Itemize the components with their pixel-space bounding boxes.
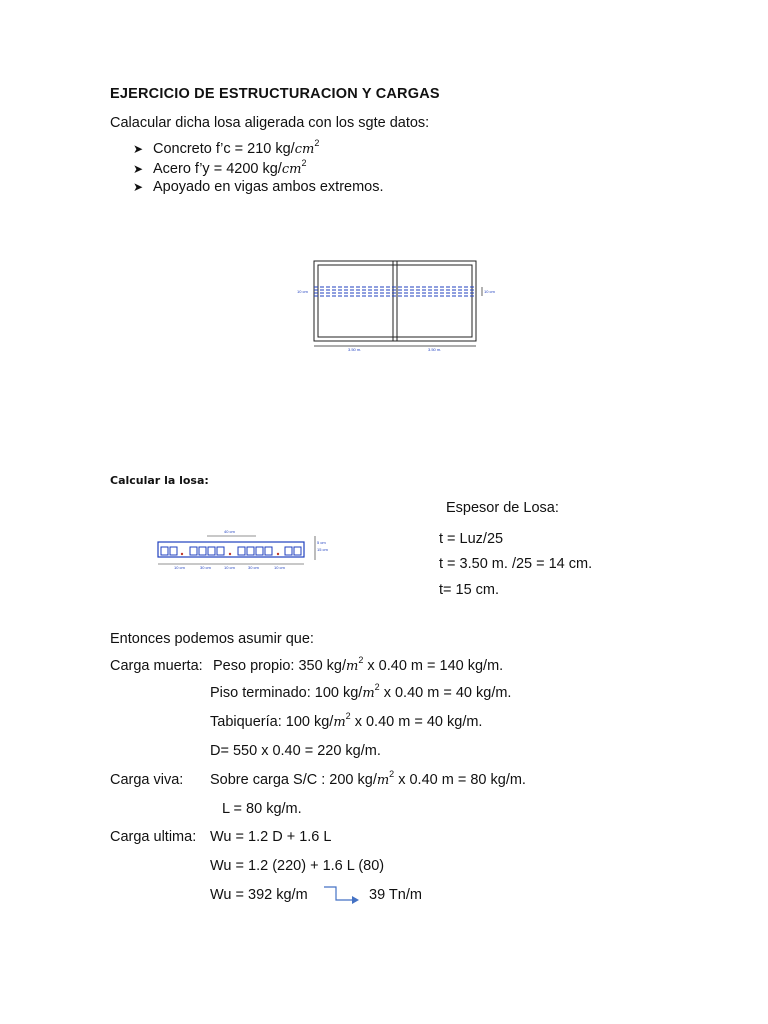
plan-outer-border (314, 261, 476, 341)
tabiqueria-line: Tabiquería: 100 $kg/m^2$ x 0.40 m = 40 kg/m. (210, 711, 483, 730)
conversion-arrow-icon (322, 884, 362, 906)
arrow-bullet-icon: ➤ (133, 180, 144, 194)
section-bottom-label: 30 cm (248, 565, 259, 570)
carga-viva-label: Carga viva: (110, 772, 184, 788)
espesor-line: t= 15 cm. (439, 582, 500, 598)
wu-result: Wu = 392 kg/m (210, 887, 308, 903)
rebar-dot (229, 553, 231, 555)
bullet-item: ➤ Acero f’y = 4200 $kg/cm^2$ (133, 158, 307, 177)
plan-left-label: 10 cm (297, 289, 308, 294)
section-right-label: 15 cm (317, 547, 328, 552)
dead-load-total: D= 550 x 0.40 = 220 kg/m. (210, 743, 381, 759)
wu-substitution: Wu = 1.2 (220) + 1.6 L (80) (210, 858, 385, 874)
carga-ultima-label: Carga ultima: (110, 829, 197, 845)
section-bottom-label: 10 cm (224, 565, 235, 570)
brick-block (170, 547, 177, 555)
bullet-item: ➤ Concreto f’c = 210 $kg/cm^2$ (133, 138, 320, 157)
brick-block (247, 547, 254, 555)
cargas-intro: Entonces podemos asumir que: (110, 631, 314, 647)
section-bottom-label: 30 cm (200, 565, 211, 570)
espesor-heading: Espesor de Losa: (446, 500, 559, 516)
plan-span-label: 3.50 m. (348, 347, 362, 352)
section-right-label: 5 cm (317, 540, 326, 545)
arrow-bullet-icon: ➤ (133, 162, 144, 176)
piso-terminado-line: Piso terminado: 100 $kg/m^2$ x 0.40 m = 40 kg/m. (210, 682, 512, 701)
slab-section-diagram (152, 524, 332, 576)
brick-block (208, 547, 215, 555)
brick-block (256, 547, 263, 555)
brick-block (285, 547, 292, 555)
carga-muerta-label: Carga muerta: (110, 658, 203, 674)
plan-span-label: 3.50 m. (428, 347, 442, 352)
espesor-line: t = 3.50 m. /25 = 14 cm. (439, 556, 593, 572)
arrow-bullet-icon: ➤ (133, 142, 144, 156)
brick-block (217, 547, 224, 555)
section-top-label: 40 cm (224, 529, 235, 534)
rebar-dot (181, 553, 183, 555)
section-outline (158, 542, 304, 557)
plan-right-label: 10 cm (484, 289, 495, 294)
brick-block (190, 547, 197, 555)
sobrecarga-line: Sobre carga S/C : 200 $kg/m^2$ x 0.40 m = 80 kg/m. (210, 769, 526, 788)
slab-plan-diagram (296, 258, 496, 352)
document-title: EJERCICIO DE ESTRUCTURACION Y CARGAS (110, 86, 440, 102)
intro-text: Calacular dicha losa aligerada con los sgte datos: (110, 115, 430, 131)
brick-block (161, 547, 168, 555)
espesor-line: t = Luz/25 (439, 531, 504, 547)
live-load-total: L = 80 kg/m. (222, 801, 302, 817)
brick-block (265, 547, 272, 555)
rebar-dot (277, 553, 279, 555)
section-heading: Calcular la losa: (110, 474, 209, 487)
bullet-item: ➤ Apoyado en vigas ambos extremos. (133, 179, 384, 195)
brick-block (238, 547, 245, 555)
brick-block (294, 547, 301, 555)
peso-propio-line: Peso propio: 350 $kg/m^2$ x 0.40 m = 140 kg/m. (213, 655, 504, 674)
plan-inner-border (318, 265, 472, 337)
brick-block (199, 547, 206, 555)
section-bottom-label: 10 cm (174, 565, 185, 570)
wu-formula: Wu = 1.2 D + 1.6 L (210, 829, 332, 845)
section-bottom-label: 10 cm (274, 565, 285, 570)
wu-converted: 39 Tn/m (369, 887, 422, 903)
